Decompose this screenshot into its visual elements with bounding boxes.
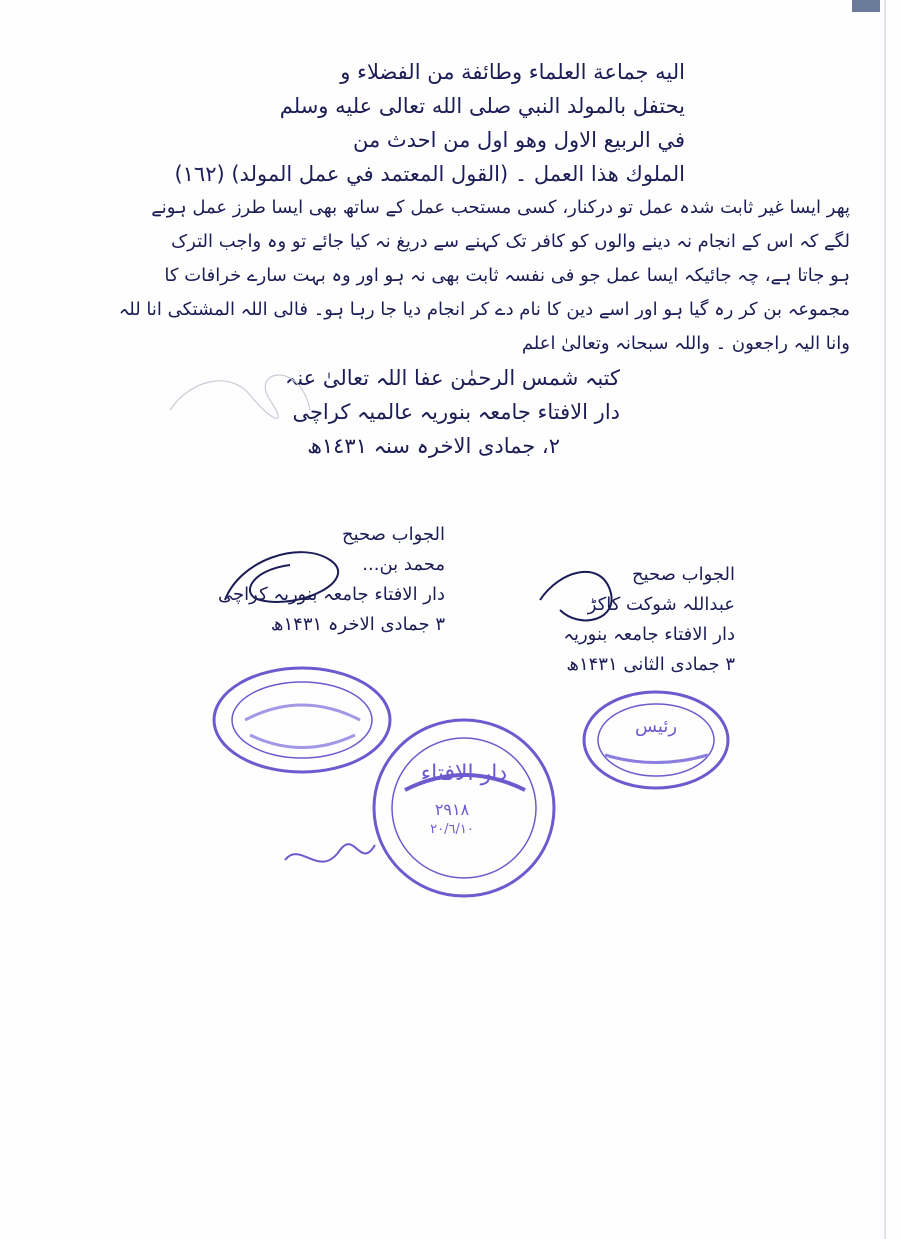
- signature-date: ۳ جمادی الاخرہ ۱۴۳۱ھ: [270, 614, 445, 635]
- signature-scrawl-left: [540, 572, 612, 621]
- signature-date: ۳ جمادی الثانی ۱۴۳۱ھ: [566, 654, 735, 675]
- arabic-line-2: يحتفل بالمولد النبي صلى الله تعالى عليه وسلم: [279, 94, 685, 118]
- urdu-line-3: ہو جاتا ہے، چہ جائیکہ ایسا عمل جو فی نفسہ ثابت بھی نہ ہو اور وہ بہت سارے خرافات کا: [164, 265, 850, 286]
- issue-date: ٢، جمادی الاخرہ سنہ ١٤٣١ھ: [307, 434, 560, 458]
- urdu-line-4: مجموعہ بن کر رہ گیا ہو اور اسے دین کا نام دے کر انجام دیا جا رہا ہو۔ فالی اللہ المشتکی انا للہ: [118, 299, 850, 320]
- urdu-line-2: لگے کہ اس کے انجام نہ دینے والوں کو کافر تک کہنے سے دریغ نہ کیا جائے تو وہ واجب الترک: [171, 231, 850, 252]
- signature-scrawl-right: [225, 552, 338, 602]
- stamp-center-number: ٢٩١٨: [434, 800, 470, 819]
- stamp-left-oval: [214, 668, 390, 772]
- written-by: کتبہ شمس الرحمٰن عفا اللہ تعالیٰ عنہ: [285, 366, 620, 390]
- signatory-institution: دار الافتاء جامعہ بنوریہ: [563, 624, 735, 645]
- arabic-line-4: الملوك هذا العمل ۔ (القول المعتمد في عمل المولد) (١٦٢): [174, 162, 685, 186]
- urdu-line-5: وانا الیہ راجعون ۔ واللہ سبحانہ وتعالیٰ اعلم: [521, 333, 850, 354]
- signatory-name: عبداللہ شوکت کاکڑ: [587, 594, 735, 615]
- issuing-institution: دار الافتاء جامعہ بنوریہ عالمیہ کراچی: [292, 400, 620, 424]
- urdu-line-1: پھر ایسا غیر ثابت شدہ عمل تو درکنار، کسی مستحب عمل کے ساتھ بھی ایسا طرز عمل ہونے: [151, 197, 850, 218]
- signature-heading: الجواب صحیح: [631, 564, 735, 585]
- pencil-scribble: [170, 375, 310, 419]
- stamp-center-date: ٢٠/٦/١٠: [430, 822, 474, 837]
- stamp-right-title: رئیس: [634, 716, 678, 737]
- stamp-center-title: دار الافتاء: [420, 761, 508, 786]
- signatory-institution: دار الافتاء جامعہ بنوریہ کراچی: [218, 584, 445, 605]
- signature-heading: الجواب صحیح: [341, 524, 445, 545]
- signatory-name: محمد بن...: [362, 554, 445, 575]
- purple-signature: [285, 844, 375, 861]
- arabic-line-1: اليه جماعة العلماء وطائفة من الفضلاء و: [340, 60, 685, 84]
- stamp-center-round: [374, 720, 554, 896]
- stamp-right-oval: [584, 692, 728, 788]
- arabic-line-3: في الربيع الاول وهو اول من احدث من: [352, 128, 685, 152]
